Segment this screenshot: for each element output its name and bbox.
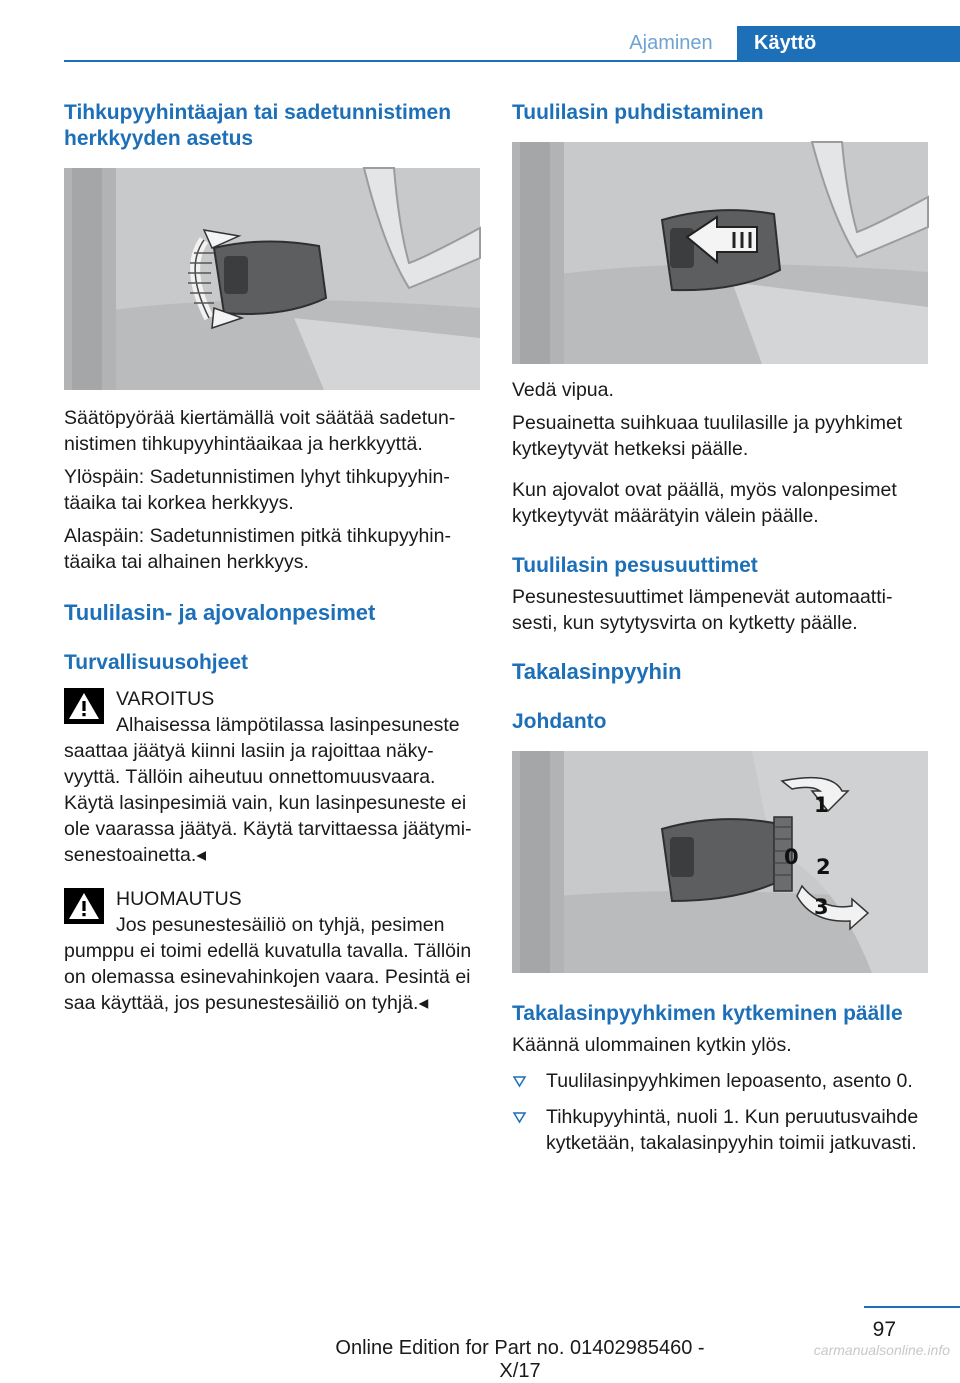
left-column [64,100,480,1016]
notice-block [64,886,480,1016]
heading-safety: Turvallisuusohjeet [64,651,248,674]
figure-thumbwheel [64,168,480,390]
figure-label-3: 3 [814,895,829,919]
figure-label-0: 0 [784,845,799,869]
heading-introduction: Johdanto [512,710,607,733]
heading-washers: Tuulilasin- ja ajovalonpesimet [64,600,376,625]
warning-triangle-icon [64,688,104,724]
heading-rear-wiper: Takalasinpyyhin [512,659,682,684]
figure-label-1: 1 [814,793,829,817]
warning-block [64,686,480,868]
notice-title: HUOMAUTUS [116,888,242,910]
footer-rule [864,1306,960,1308]
headlight-washer-text: Kun ajovalot ovat päällä, myös valonpesimet kytkeytyvät määrätyin välein päälle. [512,479,897,527]
thumbwheel-up: Ylöspäin: Sadetunnistimen lyhyt tihkupyyhintäaika tai korkea herkkyys. [64,466,450,514]
page-number: 97 [872,1318,896,1341]
heading-rear-wiper-switch-on: Takalasinpyyhkimen kytkeminen päälle [512,1002,903,1025]
header-rule [64,60,960,62]
list-item [512,1104,928,1156]
header-chapter-tab: Käyttö [737,26,960,60]
heading-rain-sensor-sensitivity: Tihkupyyhintäajan tai sadetunnistimen herkkyyden asetus [64,101,452,150]
footer-edition: Online Edition for Part no. 01402985460 - X/17 [335,1337,705,1382]
watermark: carmanualsonline.info [813,1342,950,1358]
heading-windscreen-cleaning: Tuulilasin puhdistaminen [512,101,764,124]
heading-washer-nozzles: Tuulilasin pesusuuttimet [512,554,758,577]
right-column [512,100,928,1156]
header-section-tab: Ajaminen [629,31,713,54]
figure-pull-lever [512,142,928,364]
list-item [512,1068,928,1094]
warning-text: Alhaisessa lämpötilassa lasinpesuneste saattaa jäätyä kiinni lasiin ja rajoittaa näkyvyyttä. Tällöin aiheutuu onnettomuusvaara. Käytä lasinpesimiä vain, kun lasinpesuneste ei ole vaarassa jäätyä. Käytä tarvittaessa jäätymisenestoainetta.◂ [64,714,472,866]
figure-rear-wiper-switch [512,751,928,973]
warning-title: VAROITUS [116,688,215,710]
notice-text: Jos pesunestesäiliö on tyhjä, pesimen pumppu ei toimi edellä kuvatulla tavalla. Tällöin on olemassa esinevahinkojen vaara. Pesintä ei saa käyttää, jos pesunestesäiliö on tyhjä.◂ [64,914,472,1014]
thumbwheel-down: Alaspäin: Sadetunnistimen pitkä tihkupyyhintäaika tai alhainen herkkyys. [64,525,451,573]
list-item-text: Tuulilasinpyyhkimen lepoasento, asento 0. [546,1070,913,1092]
turn-outer-switch-text: Käännä ulommainen kytkin ylös. [512,1034,792,1056]
nozzle-heating-text: Pesunestesuuttimet lämpenevät automaattisesti, kun sytytysvirta on kytketty päälle. [512,586,893,634]
triangle-bullet-icon [513,1076,526,1087]
triangle-bullet-icon [513,1112,526,1123]
warning-triangle-icon [64,888,104,924]
list-item-text: Tihkupyyhintä, nuoli 1. Kun peruutusvaihde kytketään, takalasinpyyhin toimii jatkuvasti. [546,1106,919,1154]
figure-label-2: 2 [816,855,831,879]
pull-lever-text: Vedä vipua. [512,379,614,401]
washer-spray-text: Pesuainetta suihkuaa tuulilasille ja pyyhkimet kytkeytyvät hetkeksi päälle. [512,412,903,460]
thumbwheel-intro: Säätöpyörää kiertämällä voit säätää sadetunnistimen tihkupyyhintäaikaa ja herkkyyttä. [64,407,456,455]
